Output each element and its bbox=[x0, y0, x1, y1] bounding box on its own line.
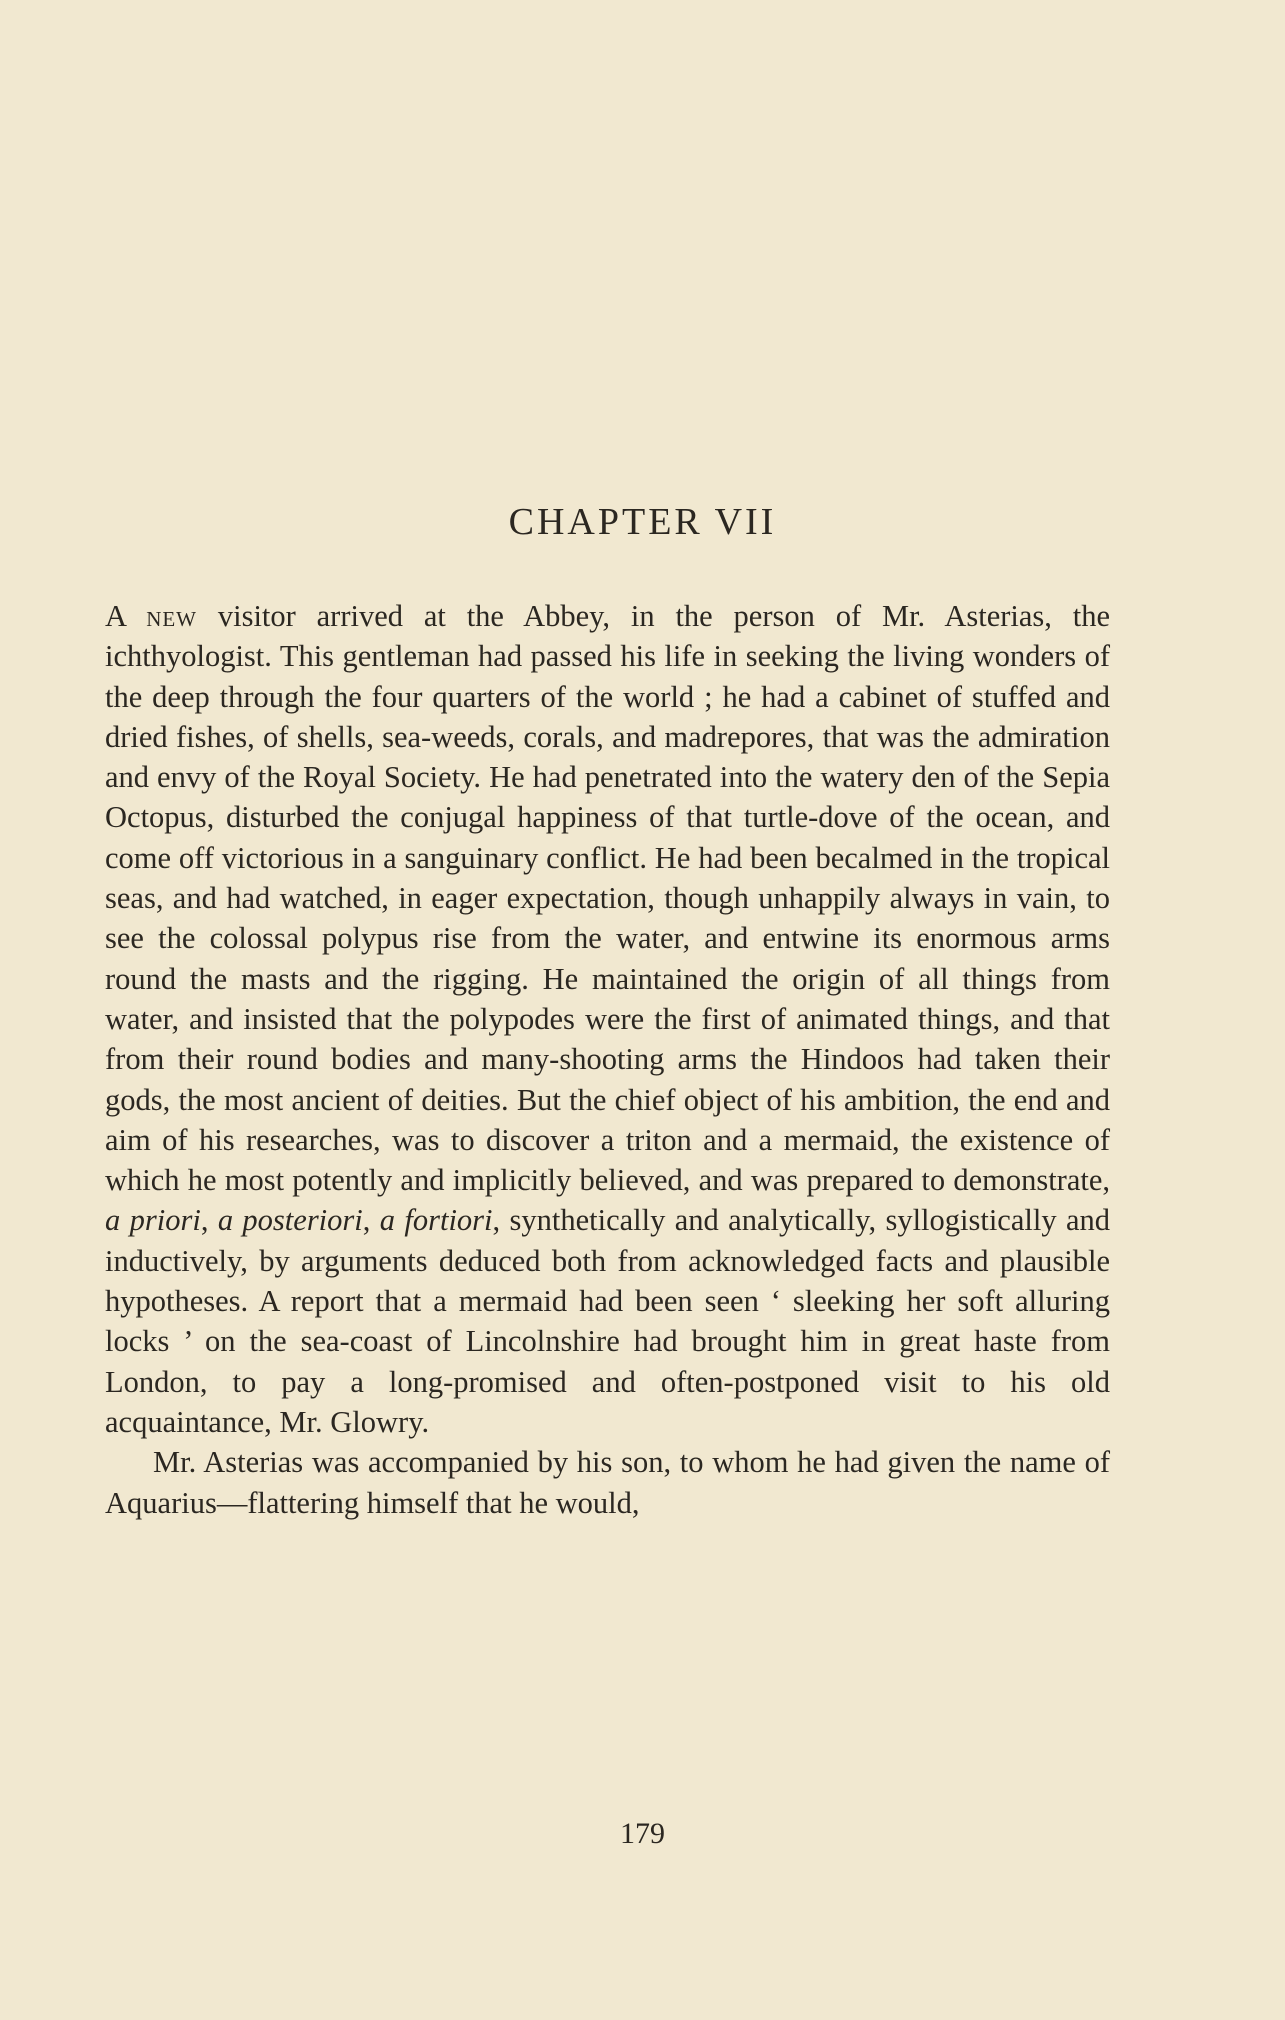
latin-phrase-a-fortiori: a fortiori bbox=[379, 1203, 493, 1238]
paragraph-1-text-b: , synthetically and analytically, syllogistically and inductively, by arguments deduced both from acknowledged facts and plausible hypotheses. A report that a mermaid had been seen ‘ sleeking her soft alluring locks ’ on the sea-coast of Lincolnshire had brought him in great haste from London, to pay a long-promised and often-postponed visit to his old acquaintance, Mr. Glowry. bbox=[105, 1203, 1110, 1439]
page-number: 179 bbox=[620, 1817, 665, 1850]
body-text bbox=[105, 596, 1110, 1523]
lead-smallcaps: new bbox=[146, 599, 198, 633]
lead-word: A bbox=[105, 599, 126, 633]
paragraph-1 bbox=[105, 596, 1110, 1442]
paragraph-1-text-a: visitor arrived at the Abbey, in the person of Mr. Asterias, the ichthyologist. This gentleman had passed his life in seeking the living wonders of the deep through the four quarters of the world ; he had a cabinet of stuffed and dried fishes, of shells, sea-weeds, corals, and madrepores, that was the admiration and envy of the Royal Society. He had penetrated into the watery den of the Sepia Octopus, disturbed the conjugal happiness of that turtle-dove of the ocean, and come off victorious in a sanguinary conflict. He had been becalmed in the tropical seas, and had watched, in eager expectation, though unhappily always in vain, to see the colossal polypus rise from the water, and entwine its enormous arms round the masts and the rigging. He maintained the origin of all things from water, and insisted that the polypodes were the first of animated things, and that from their round bodies and many-shooting arms the Hindoos had taken their gods, the most ancient of deities. But the chief object of his ambition, the end and aim of his researches, was to discover a triton and a mermaid, the existence of which he most potently and implicitly believed, and was prepared to demonstrate, bbox=[105, 599, 1110, 1198]
latin-phrase-a-posteriori: a posteriori bbox=[217, 1203, 363, 1238]
separator-1: , bbox=[200, 1203, 218, 1238]
paragraph-2: Mr. Asterias was accompanied by his son, to whom he had given the name of Aquarius—flattering himself that he would, bbox=[105, 1445, 1110, 1520]
chapter-title: CHAPTER VII bbox=[508, 501, 777, 543]
separator-2: , bbox=[362, 1203, 380, 1238]
latin-phrase-a-priori: a priori bbox=[105, 1203, 201, 1238]
